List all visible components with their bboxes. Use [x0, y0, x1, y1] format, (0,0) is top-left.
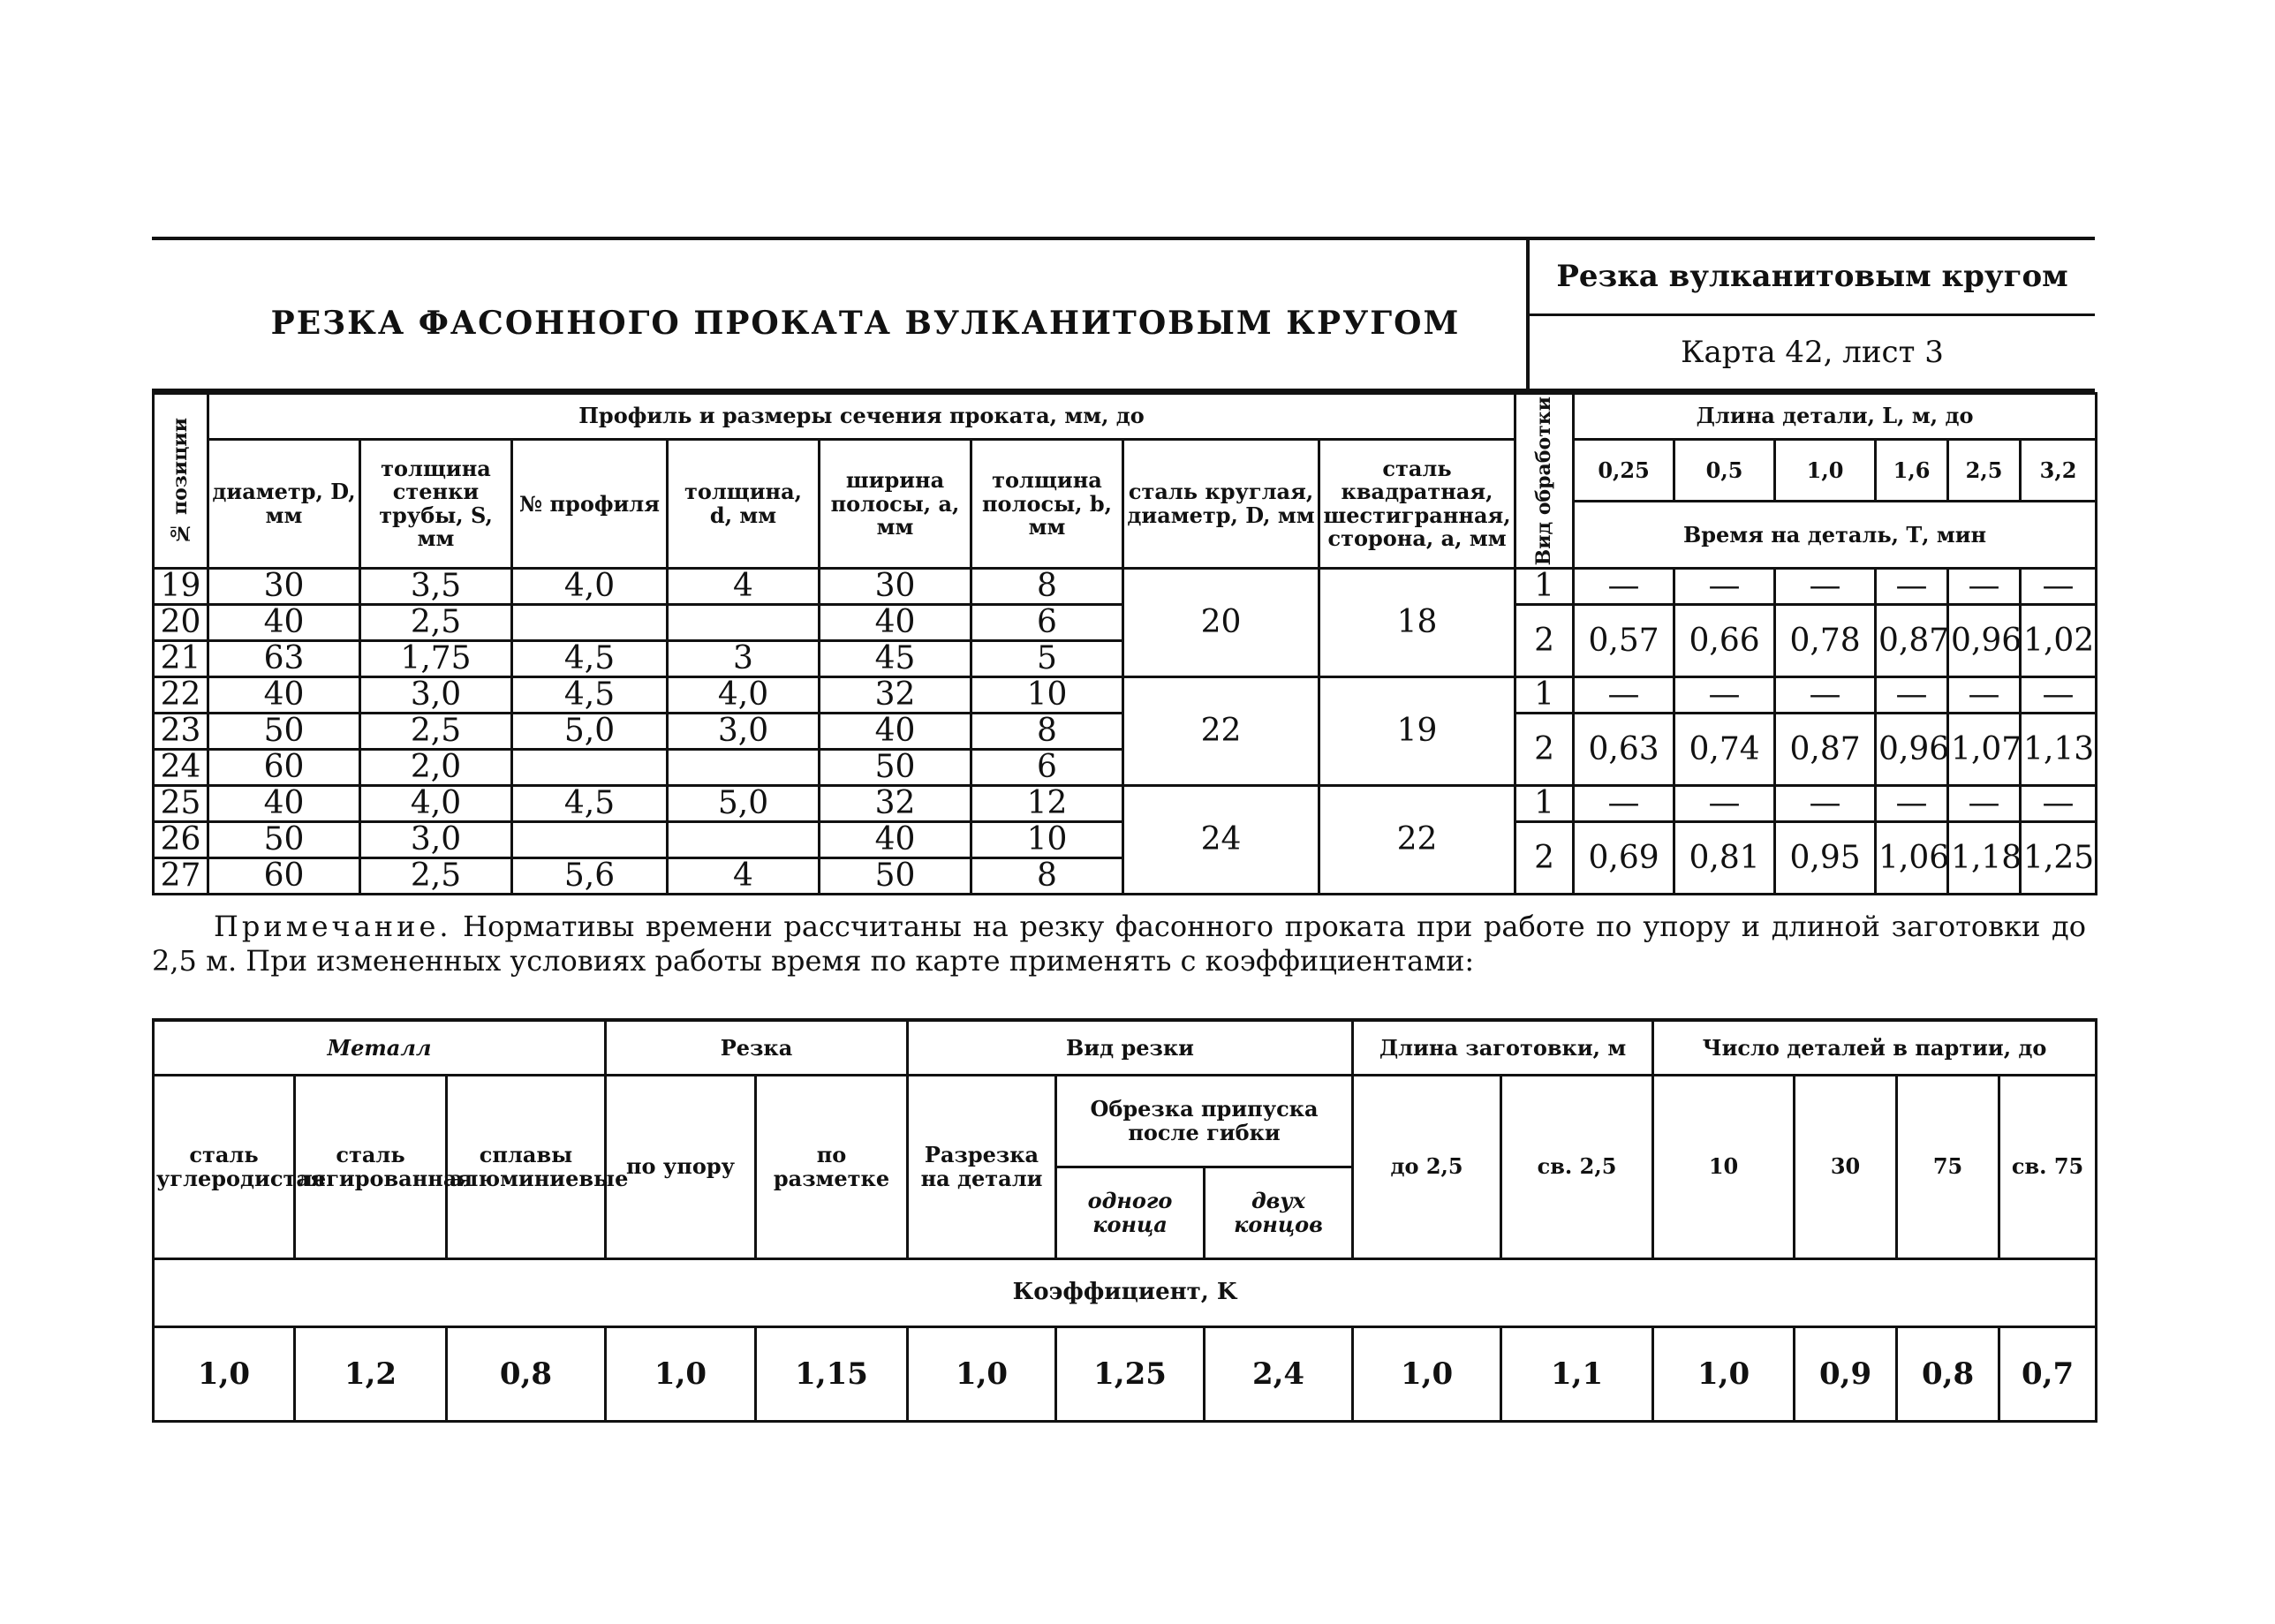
table-row	[154, 677, 2097, 714]
position-cell: 19	[154, 569, 208, 605]
diameter-cell: 60	[208, 858, 360, 895]
note-paragraph	[152, 910, 2095, 978]
length-header: 3,2	[2021, 440, 2097, 502]
time-cell: —	[1574, 569, 1674, 605]
round-steel-header: сталь круглая, диаметр, D, мм	[1123, 440, 1319, 569]
coefficient-cell: 0,9	[1795, 1326, 1897, 1421]
batch-size-group-header: Число деталей в партии, до	[1653, 1020, 2097, 1075]
profile-cell	[512, 822, 668, 858]
coefficient-cell: 2,4	[1205, 1326, 1353, 1421]
processing-type-cell: 2	[1515, 822, 1574, 895]
trim-allowance-header: Обрезка припуска после гибки	[1056, 1075, 1353, 1167]
cut-group-header: Резка	[606, 1020, 908, 1075]
wall-cell: 2,5	[360, 858, 512, 895]
diameter-cell: 40	[208, 677, 360, 714]
strip-thickness-header: толщина полосы, b, мм	[971, 440, 1123, 569]
time-cell: 0,74	[1674, 714, 1775, 786]
diameter-cell: 60	[208, 750, 360, 786]
position-cell: 26	[154, 822, 208, 858]
strip-thickness-cell: 10	[971, 822, 1123, 858]
profile-cell: 4,5	[512, 786, 668, 822]
strip-width-cell: 40	[820, 714, 971, 750]
processing-type-cell: 1	[1515, 786, 1574, 822]
time-cell: —	[2021, 569, 2097, 605]
wall-cell: 1,75	[360, 641, 512, 677]
position-cell: 27	[154, 858, 208, 895]
strip-width-cell: 40	[820, 605, 971, 641]
square-steel-cell: 19	[1319, 677, 1515, 786]
position-header: № позиции	[154, 394, 208, 569]
aluminium-alloys-header: сплавы алюминиевые	[447, 1075, 606, 1258]
coefficient-cell: 0,7	[1999, 1326, 2097, 1421]
time-cell: 1,13	[2021, 714, 2097, 786]
time-cell: —	[1574, 786, 1674, 822]
blank-length-group-header: Длина заготовки, м	[1353, 1020, 1653, 1075]
coefficients-table	[152, 1018, 2097, 1423]
time-cell: 1,07	[1948, 714, 2021, 786]
coefficient-cell: 0,8	[447, 1326, 606, 1421]
strip-width-cell: 45	[820, 641, 971, 677]
time-cell: —	[1674, 677, 1775, 714]
position-cell: 23	[154, 714, 208, 750]
profile-number-header: № профиля	[512, 440, 668, 569]
wall-cell: 2,5	[360, 714, 512, 750]
round-steel-cell: 20	[1123, 569, 1319, 677]
blank-length-upto-header: до 2,5	[1353, 1075, 1501, 1258]
wall-cell: 3,5	[360, 569, 512, 605]
position-cell: 25	[154, 786, 208, 822]
strip-thickness-cell: 8	[971, 714, 1123, 750]
table-row	[154, 569, 2097, 605]
wall-thickness-header: толщина стенки трубы, S, мм	[360, 440, 512, 569]
processing-type-cell: 2	[1515, 714, 1574, 786]
time-cell: 1,25	[2021, 822, 2097, 895]
cut-to-stop-header: по упору	[606, 1075, 756, 1258]
strip-thickness-cell: 12	[971, 786, 1123, 822]
cut-type-group-header: Вид резки	[908, 1020, 1353, 1075]
time-cell: 1,02	[2021, 605, 2097, 677]
thickness-cell	[668, 750, 820, 786]
time-norms-table	[152, 392, 2097, 895]
diameter-cell: 63	[208, 641, 360, 677]
coefficient-cell: 1,0	[1653, 1326, 1795, 1421]
time-cell: 0,78	[1775, 605, 1876, 677]
square-steel-header: сталь квадратная, шестигранная, сторона, а, мм	[1319, 440, 1515, 569]
strip-thickness-cell: 8	[971, 858, 1123, 895]
strip-thickness-cell: 5	[971, 641, 1123, 677]
diameter-cell: 50	[208, 714, 360, 750]
strip-thickness-cell: 10	[971, 677, 1123, 714]
carbon-steel-header: сталь углеродистая	[154, 1075, 295, 1258]
profile-group-header: Профиль и размеры сечения проката, мм, до	[208, 394, 1515, 440]
strip-width-cell: 50	[820, 858, 971, 895]
position-cell: 22	[154, 677, 208, 714]
time-cell: 0,96	[1948, 605, 2021, 677]
time-cell: —	[1674, 569, 1775, 605]
wall-cell: 4,0	[360, 786, 512, 822]
time-cell: —	[1948, 786, 2021, 822]
length-header: 2,5	[1948, 440, 2021, 502]
strip-thickness-cell: 6	[971, 605, 1123, 641]
thickness-cell: 4	[668, 858, 820, 895]
time-cell: —	[2021, 677, 2097, 714]
length-header: 1,0	[1775, 440, 1876, 502]
profile-cell: 4,5	[512, 677, 668, 714]
time-cell: —	[1775, 677, 1876, 714]
batch-header: св. 75	[1999, 1075, 2097, 1258]
time-cell: —	[1876, 569, 1948, 605]
thickness-cell	[668, 822, 820, 858]
time-cell: 0,87	[1775, 714, 1876, 786]
strip-width-cell: 50	[820, 750, 971, 786]
time-cell: 0,95	[1775, 822, 1876, 895]
strip-width-cell: 40	[820, 822, 971, 858]
time-per-part-header: Время на деталь, Т, мин	[1574, 502, 2097, 569]
strip-thickness-cell: 8	[971, 569, 1123, 605]
strip-width-cell: 32	[820, 786, 971, 822]
operation-name: Резка вулканитовым кругом	[1530, 240, 2095, 316]
coefficient-cell: 0,8	[1897, 1326, 1999, 1421]
processing-type-header: Вид обработки	[1515, 394, 1574, 569]
length-header: 0,25	[1574, 440, 1674, 502]
profile-cell: 4,5	[512, 641, 668, 677]
card-title: РЕЗКА ФАСОННОГО ПРОКАТА ВУЛКАНИТОВЫМ КРУГОМ	[270, 305, 1461, 342]
wall-cell: 2,0	[360, 750, 512, 786]
cut-to-marking-header: по разметке	[756, 1075, 908, 1258]
coefficient-cell: 1,1	[1501, 1326, 1653, 1421]
square-steel-cell: 18	[1319, 569, 1515, 677]
round-steel-cell: 22	[1123, 677, 1319, 786]
length-header: 1,6	[1876, 440, 1948, 502]
time-cell: —	[1775, 569, 1876, 605]
diameter-cell: 40	[208, 786, 360, 822]
diameter-cell: 40	[208, 605, 360, 641]
position-cell: 20	[154, 605, 208, 641]
time-cell: 0,57	[1574, 605, 1674, 677]
card-reference	[1526, 240, 2095, 389]
time-cell: —	[1574, 677, 1674, 714]
wall-cell: 3,0	[360, 677, 512, 714]
time-cell: —	[2021, 786, 2097, 822]
split-into-parts-header: Разрезка на детали	[908, 1075, 1056, 1258]
length-header: 0,5	[1674, 440, 1775, 502]
time-cell: 0,69	[1574, 822, 1674, 895]
strip-thickness-cell: 6	[971, 750, 1123, 786]
coefficient-cell: 1,25	[1056, 1326, 1205, 1421]
processing-type-cell: 1	[1515, 677, 1574, 714]
two-ends-header: двух концов	[1205, 1167, 1353, 1258]
metal-group-header: Металл	[154, 1020, 606, 1075]
coefficient-cell: 1,0	[1353, 1326, 1501, 1421]
card-header	[152, 237, 2095, 392]
thickness-cell: 3,0	[668, 714, 820, 750]
time-cell: 0,63	[1574, 714, 1674, 786]
profile-cell: 5,6	[512, 858, 668, 895]
alloy-steel-header: сталь легированная	[295, 1075, 447, 1258]
time-cell: —	[1674, 786, 1775, 822]
wall-cell: 3,0	[360, 822, 512, 858]
thickness-cell: 4,0	[668, 677, 820, 714]
time-cell: —	[1948, 569, 2021, 605]
diameter-header: диаметр, D, мм	[208, 440, 360, 569]
time-cell: —	[1775, 786, 1876, 822]
coefficient-cell: 1,15	[756, 1326, 908, 1421]
time-cell: —	[1876, 677, 1948, 714]
coefficient-cell: 1,0	[908, 1326, 1056, 1421]
time-cell: —	[1876, 786, 1948, 822]
card-number: Карта 42, лист 3	[1681, 334, 1944, 370]
profile-cell	[512, 750, 668, 786]
processing-type-cell: 2	[1515, 605, 1574, 677]
thickness-cell: 3	[668, 641, 820, 677]
coefficient-cell: 1,0	[154, 1326, 295, 1421]
time-cell: 0,66	[1674, 605, 1775, 677]
diameter-cell: 50	[208, 822, 360, 858]
batch-header: 10	[1653, 1075, 1795, 1258]
note-lead: Примечание.	[214, 910, 452, 944]
thickness-header: толщина, d, мм	[668, 440, 820, 569]
thickness-cell	[668, 605, 820, 641]
coefficient-label: Коэффициент, K	[154, 1258, 2097, 1326]
wall-cell: 2,5	[360, 605, 512, 641]
thickness-cell: 5,0	[668, 786, 820, 822]
strip-width-cell: 32	[820, 677, 971, 714]
profile-cell	[512, 605, 668, 641]
time-cell: 1,06	[1876, 822, 1948, 895]
time-cell: —	[1948, 677, 2021, 714]
time-cell: 0,87	[1876, 605, 1948, 677]
coefficient-cell: 1,2	[295, 1326, 447, 1421]
thickness-cell: 4	[668, 569, 820, 605]
position-cell: 21	[154, 641, 208, 677]
coefficient-row	[154, 1326, 2097, 1421]
batch-header: 75	[1897, 1075, 1999, 1258]
position-cell: 24	[154, 750, 208, 786]
strip-width-cell: 30	[820, 569, 971, 605]
note-text: Нормативы времени рассчитаны на резку фасонного проката при работе по упору и длиной заготовки до 2,5 м. При измененных условиях работы время по карте применять с коэффициентами:	[152, 910, 2087, 978]
profile-cell: 5,0	[512, 714, 668, 750]
normative-card	[152, 237, 2095, 1423]
table-row	[154, 786, 2097, 822]
time-cell: 1,18	[1948, 822, 2021, 895]
length-group-header: Длина детали, L, м, до	[1574, 394, 2097, 440]
time-cell: 0,81	[1674, 822, 1775, 895]
strip-width-header: ширина полосы, a, мм	[820, 440, 971, 569]
square-steel-cell: 22	[1319, 786, 1515, 895]
coefficient-cell: 1,0	[606, 1326, 756, 1421]
one-end-header: одного конца	[1056, 1167, 1205, 1258]
profile-cell: 4,0	[512, 569, 668, 605]
round-steel-cell: 24	[1123, 786, 1319, 895]
time-cell: 0,96	[1876, 714, 1948, 786]
processing-type-cell: 1	[1515, 569, 1574, 605]
blank-length-over-header: св. 2,5	[1501, 1075, 1653, 1258]
diameter-cell: 30	[208, 569, 360, 605]
batch-header: 30	[1795, 1075, 1897, 1258]
